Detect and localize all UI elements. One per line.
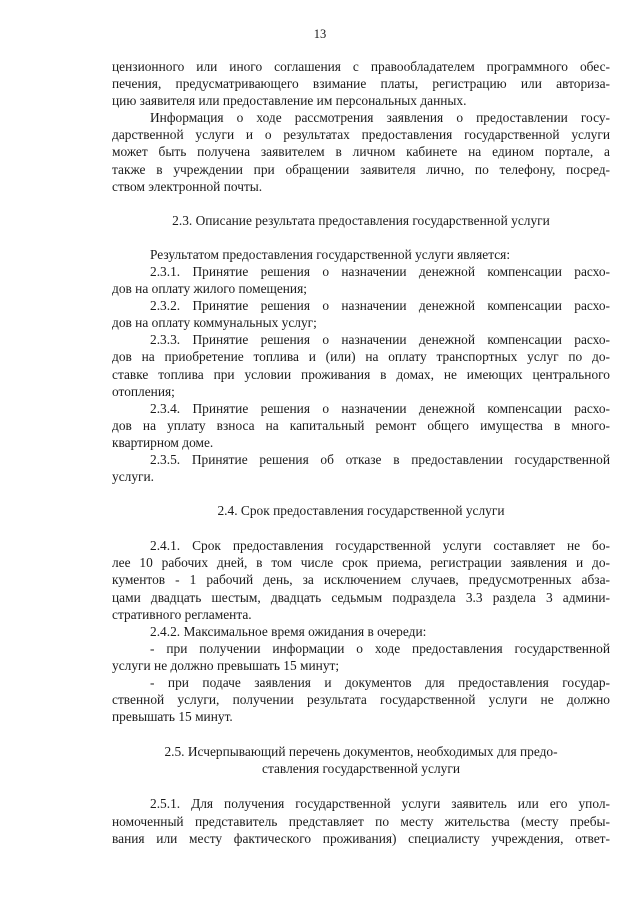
document-body bbox=[112, 58, 610, 847]
text-line: превышать 15 минут. bbox=[112, 709, 233, 725]
page-number: 13 bbox=[313, 27, 327, 41]
text-line: ставке топлива при условии проживания в домах, не имеющих центрального bbox=[112, 366, 610, 382]
text-line: - при получении информации о ходе предоставления государственной bbox=[150, 640, 610, 656]
text-line: вания или месту фактического проживания) специалисту учреждения, ответ- bbox=[112, 830, 610, 846]
text-line: 2.4.1. Срок предоставления государственной услуги составляет не бо- bbox=[150, 538, 610, 554]
text-line: 2.3.3. Принятие решения о назначении денежной компенсации расхо- bbox=[150, 332, 610, 348]
text-line: номоченный представитель представляет по месту жительства (месту пребы- bbox=[112, 813, 610, 829]
text-line: ством электронной почты. bbox=[112, 178, 263, 194]
text-line: кументов - 1 рабочий день, за исключением случаев, предусмотренных абза- bbox=[112, 572, 610, 588]
text-line: дарственной услуги и о результатах предоставления государственной услуги bbox=[112, 127, 610, 143]
text-line: услуги. bbox=[112, 469, 155, 485]
text-line: отопления; bbox=[112, 383, 175, 399]
text-line: дов на уплату взноса на капитальный ремонт общего имущества в много- bbox=[112, 417, 610, 433]
text-line: лее 10 рабочих дней, в том числе срок приема, регистрации заявления и до- bbox=[112, 555, 610, 571]
text-line: ственной услуги, получении результата государственной услуги не должно bbox=[112, 692, 610, 708]
section-heading: ставления государственной услуги bbox=[262, 761, 460, 777]
text-line: может быть получена заявителем в личном кабинете на едином портале, а bbox=[112, 144, 610, 160]
text-line: цензионного или иного соглашения с правообладателем программного обес- bbox=[112, 59, 610, 74]
text-line: стративного регламента. bbox=[112, 606, 252, 622]
text-line: 2.3.1. Принятие решения о назначении денежной компенсации расхо- bbox=[150, 263, 610, 279]
text-line: 2.3.5. Принятие решения об отказе в предоставлении государственной bbox=[150, 451, 610, 467]
text-line: услуги не должно превышать 15 минут; bbox=[112, 657, 340, 673]
text-line: 2.3.2. Принятие решения о назначении денежной компенсации расхо- bbox=[150, 298, 610, 314]
section-heading: 2.3. Описание результата предоставления государственной услуги bbox=[172, 212, 550, 228]
section-heading: 2.5. Исчерпывающий перечень документов, необходимых для предо- bbox=[164, 744, 558, 760]
text-line: также в учреждении при обращении заявителя лично, по телефону, посред- bbox=[112, 161, 610, 177]
text-line: печения, предусматривающего взимание платы, регистрацию или авториза- bbox=[112, 76, 610, 92]
text-line: 2.3.4. Принятие решения о назначении денежной компенсации расхо- bbox=[150, 400, 610, 416]
text-line: квартирном доме. bbox=[112, 434, 214, 450]
section-heading: 2.4. Срок предоставления государственной услуги bbox=[217, 503, 505, 519]
text-line: Результатом предоставления государственной услуги является: bbox=[150, 246, 511, 262]
text-line: дов на оплату жилого помещения; bbox=[112, 281, 307, 297]
text-line: - при подаче заявления и документов для предоставления государ- bbox=[150, 675, 610, 690]
text-line: Информация о ходе рассмотрения заявления о предоставлении госу- bbox=[150, 110, 610, 126]
text-line: цами двадцать шестым, двадцать седьмым подраздела 3.3 раздела 3 админи- bbox=[112, 589, 610, 605]
text-line: дов на приобретение топлива и (или) на оплату транспортных услуг по до- bbox=[112, 349, 610, 365]
text-line: дов на оплату коммунальных услуг; bbox=[112, 315, 317, 331]
text-line: 2.4.2. Максимальное время ожидания в очереди: bbox=[150, 623, 427, 639]
text-line: цию заявителя или предоставление им персональных данных. bbox=[112, 93, 467, 109]
text-line: 2.5.1. Для получения государственной услуги заявитель или его упол- bbox=[150, 796, 610, 812]
